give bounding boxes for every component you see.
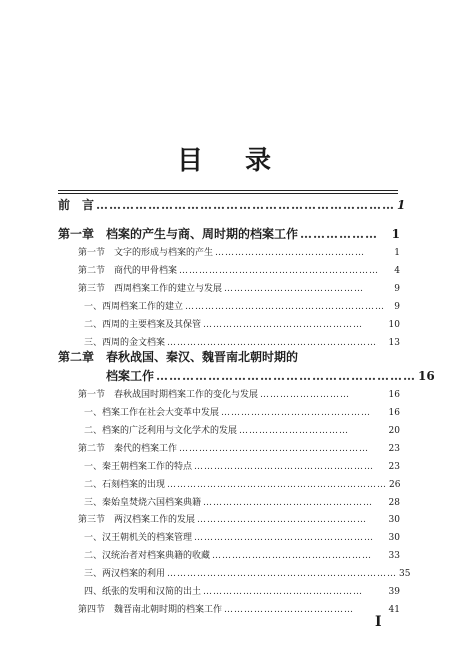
toc-subsection-entry [84,566,411,584]
toc-page-number: 16 [388,408,400,418]
toc-section-entry [78,512,400,530]
toc-leader-dots: …………………………………………………… [185,302,386,312]
toc-entry-label: 三、秦始皇焚烧六国档案典籍 [84,498,202,508]
toc-chapter-entry [58,348,400,366]
toc-entry-label: 一、西周档案工作的建立 [84,302,184,312]
toc-entry-label: 前 言 [58,198,95,212]
toc-entry-label: 第一节 文字的形成与档案的产生 [78,248,214,258]
toc-subsection-entry [84,299,400,317]
title-char-2: 录 [245,146,274,176]
toc-page-number: 9 [394,302,400,312]
toc-subsection-entry [84,495,400,513]
toc-page-number: 35 [399,569,411,579]
toc-entry-label: 二、汉统治者对档案典籍的收藏 [84,551,211,561]
toc-section-entry [78,441,400,459]
toc-page-number: 23 [388,462,400,472]
toc-section-entry [78,602,400,620]
toc-leader-dots: ……………………… [260,390,351,400]
toc-entry-label: 第三节 两汉档案工作的发展 [78,515,196,525]
toc-page-number: 23 [388,444,400,454]
toc-leader-dots: …………………………… [239,426,350,436]
toc-entry-label: 三、两汉档案的利用 [84,569,166,579]
page-folio: I [375,614,382,630]
toc-leader-dots: …………………………………………………… [156,369,417,383]
toc-leader-dots: …………………………………………… [197,515,368,525]
toc-page-number: 9 [394,284,400,294]
toc-leader-dots: ………………………………………………………… [167,480,388,490]
toc-subsection-entry [84,530,400,548]
toc-leader-dots: …………………………………………………………… [96,198,396,212]
toc-page-number: 1 [397,198,406,212]
toc-page-number: 4 [394,266,400,276]
toc-section-entry [78,245,400,263]
toc-entry-label: 二、石刻档案的出现 [84,480,166,490]
toc-subsection-entry [84,548,400,566]
toc-page-number: 30 [388,515,400,525]
toc-leader-dots: ………………………………………… [203,320,364,330]
toc-page-number: 10 [388,320,400,330]
toc-leader-dots: ……………………………………………… [194,462,375,472]
toc-entry-label: 三、西周的金文档案 [84,338,166,348]
toc-leader-dots: ……………………………………………… [194,533,375,543]
toc-subsection-entry [84,317,400,335]
toc-entry-label: 第二章 春秋战国、秦汉、魏晋南北朝时期的 [58,350,299,364]
toc-page-number: 13 [388,338,400,348]
toc-page-number: 41 [388,605,400,615]
toc-subsection-entry [84,459,400,477]
toc-leader-dots: ………………………………………… [212,551,373,561]
toc-chapter-entry [58,367,435,385]
toc-entry-label: 一、档案工作在社会大变革中发展 [84,408,220,418]
toc-leader-dots: ……………………………………… [221,408,372,418]
toc-leader-dots: …………………………………………………… [179,266,380,276]
toc-leader-dots: ………………………………… [224,605,355,615]
toc-entry-label: 第一节 春秋战国时期档案工作的变化与发展 [78,390,259,400]
toc-page-number: 39 [388,587,400,597]
toc-page-number: 28 [388,498,400,508]
toc-front-entry [58,196,406,214]
toc-subsection-entry [84,584,400,602]
toc-section-entry [78,387,400,405]
toc-leader-dots: ……………… [300,227,379,241]
toc-leader-dots: …………………………………………………………… [167,569,398,579]
toc-subsection-entry [84,423,400,441]
toc-entry-label: 二、西周的主要档案及其保管 [84,320,202,330]
toc-entry-label: 第二节 商代的甲骨档案 [78,266,178,276]
toc-page-number: 16 [418,369,435,383]
toc-leader-dots: …………………………………… [224,284,365,294]
toc-entry-label: 第二节 秦代的档案工作 [78,444,178,454]
toc-section-entry [78,281,400,299]
title-char-1: 目 [176,146,205,176]
toc-leader-dots: ………………………………………… [203,587,364,597]
toc-entry-label: 第四节 魏晋南北朝时期的档案工作 [78,605,223,615]
toc-section-entry [78,263,400,281]
page-title [0,140,450,177]
toc-entry-label: 第三节 西周档案工作的建立与发展 [78,284,223,294]
toc-entry-label: 档案工作 [58,369,155,383]
top-rule-secondary [58,193,398,194]
toc-entry-label: 一、汉王朝机关的档案管理 [84,533,193,543]
toc-leader-dots: ……………………………………… [215,248,366,258]
toc-leader-dots: ……………………………………………………… [167,338,378,348]
toc-leader-dots: …………………………………………… [203,498,374,508]
toc-leader-dots: ………………………………………………… [179,444,370,454]
toc-entry-label: 四、纸张的发明和汉简的出土 [84,587,202,597]
toc-page-number: 1 [391,227,400,241]
toc-subsection-entry [84,405,400,423]
toc-page-number: 30 [388,533,400,543]
toc-page-number: 1 [394,248,400,258]
toc-entry-label: 二、档案的广泛利用与文化学术的发展 [84,426,238,436]
toc-chapter-entry [58,225,400,243]
toc-page-number: 20 [388,426,400,436]
toc-page-number: 33 [388,551,400,561]
toc-entry-label: 第一章 档案的产生与商、周时期的档案工作 [58,227,299,241]
toc-page-number: 16 [388,390,400,400]
top-rule [58,190,398,191]
toc-subsection-entry [84,477,400,495]
toc-page-number: 26 [389,480,401,490]
toc-entry-label: 一、秦王朝档案工作的特点 [84,462,193,472]
